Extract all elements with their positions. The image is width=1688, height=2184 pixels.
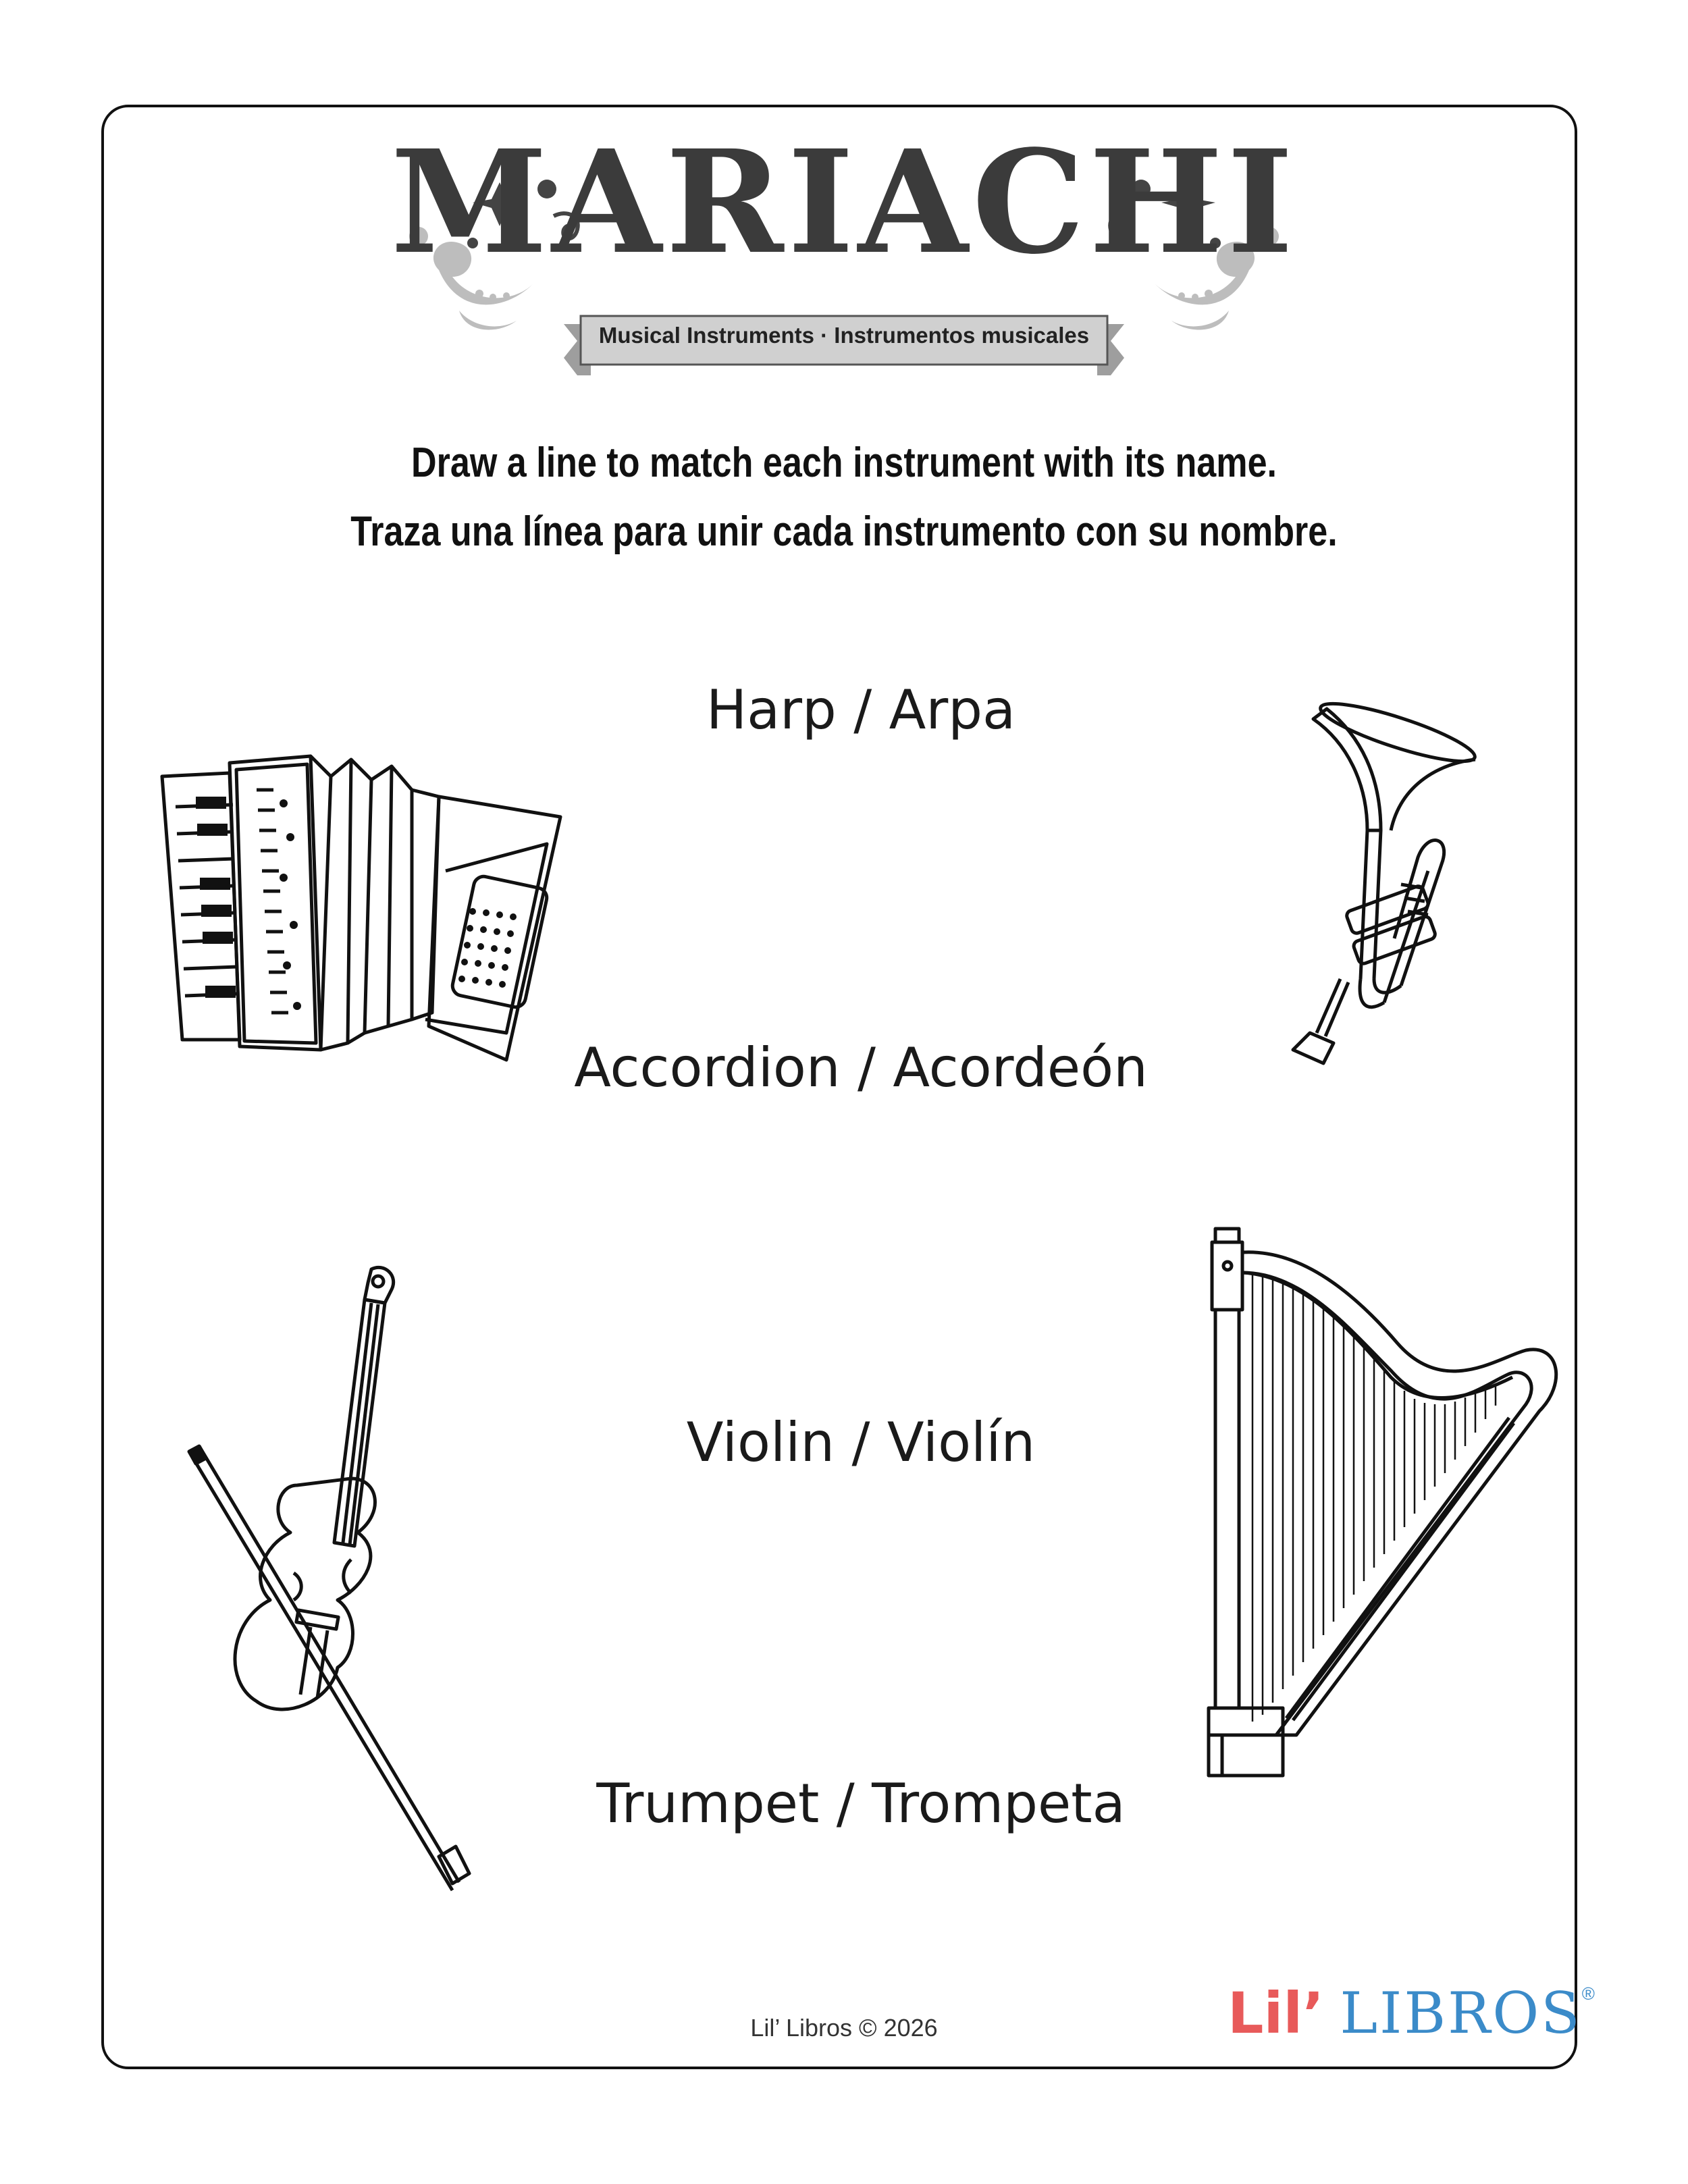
label-harp[interactable]: Harp / Arpa [706,678,1016,741]
logo-lil: Lil’ [1228,1980,1325,2046]
harp-icon[interactable] [1202,1222,1566,1782]
lil-libros-logo [1228,1980,1595,2046]
page-title: MARIACHI [390,119,1298,286]
banner-text: Musical Instruments · Instrumentos musicales [598,323,1090,348]
instruction-spanish: Traza una línea para unir cada instrumento con su nombre. [350,508,1338,555]
trumpet-icon[interactable] [1266,695,1509,1087]
label-violin[interactable]: Violin / Violín [686,1411,1036,1474]
label-accordion[interactable]: Accordion / Acordeón [574,1036,1148,1099]
violin-icon[interactable] [182,1262,479,1904]
logo-registered: ® [1581,1983,1595,2004]
label-trumpet[interactable]: Trumpet / Trompeta [596,1772,1126,1835]
instruction-english: Draw a line to match each instrument with its name. [411,440,1277,486]
footer-copyright: Lil’ Libros © 2026 [750,2014,938,2042]
accordion-icon[interactable] [155,736,581,1067]
logo-libros: LIBROS [1340,1980,1582,2046]
